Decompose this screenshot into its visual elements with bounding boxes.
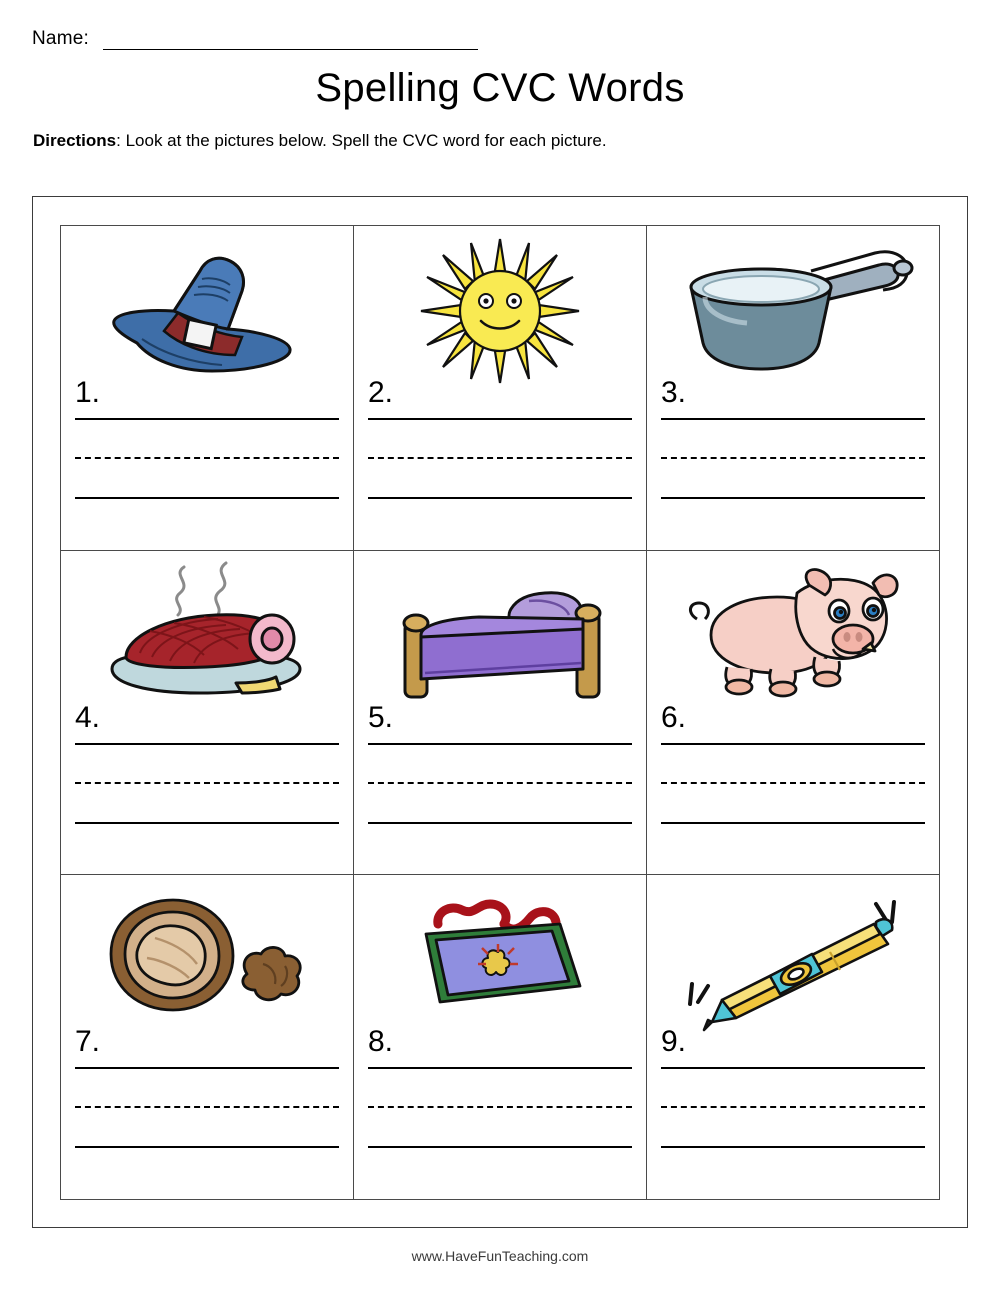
answer-line-middle[interactable] <box>661 457 925 459</box>
problem-cell <box>354 551 647 876</box>
page-title: Spelling CVC Words <box>315 66 685 110</box>
problem-number: 2. <box>368 376 394 409</box>
answer-line-bottom[interactable] <box>75 1146 339 1148</box>
problem-number: 7. <box>75 1025 101 1059</box>
answer-lines[interactable] <box>661 743 925 824</box>
answer-line-bottom[interactable] <box>368 497 632 499</box>
answer-lines[interactable] <box>75 418 339 499</box>
problem-cell <box>647 875 940 1200</box>
directions-text: : Look at the pictures below. Spell the CVC word for each picture. <box>116 131 607 150</box>
answer-lines[interactable] <box>75 743 339 824</box>
answer-line-bottom[interactable] <box>75 822 339 824</box>
problem-number: 4. <box>75 700 101 734</box>
problem-cell <box>61 551 354 876</box>
pig-icon <box>647 555 939 715</box>
witch-hat-icon <box>61 230 353 390</box>
bed-icon <box>354 555 646 715</box>
problem-number: 6. <box>661 700 687 734</box>
answer-line-bottom[interactable] <box>661 497 925 499</box>
name-label: Name: <box>32 28 89 49</box>
nut-icon <box>61 879 353 1039</box>
answer-lines[interactable] <box>368 418 632 499</box>
problem-cell <box>647 551 940 876</box>
name-row <box>32 28 478 50</box>
problem-number: 1. <box>75 376 101 409</box>
pan-icon <box>647 230 939 390</box>
ham-icon <box>61 555 353 715</box>
directions-label: Directions <box>33 131 117 150</box>
problem-number: 9. <box>661 1025 687 1059</box>
answer-line-bottom[interactable] <box>661 1146 925 1148</box>
answer-line-middle[interactable] <box>75 457 339 459</box>
answer-line-top[interactable] <box>368 418 632 420</box>
problem-number: 8. <box>368 1025 394 1059</box>
answer-line-middle[interactable] <box>661 1106 925 1108</box>
name-input-blank[interactable] <box>103 29 478 50</box>
answer-lines[interactable] <box>661 1067 925 1148</box>
answer-line-top[interactable] <box>75 418 339 420</box>
answer-line-bottom[interactable] <box>661 822 925 824</box>
answer-lines[interactable] <box>368 1067 632 1148</box>
answer-lines[interactable] <box>661 418 925 499</box>
answer-line-middle[interactable] <box>368 1106 632 1108</box>
problem-number: 5. <box>368 700 394 734</box>
answer-line-bottom[interactable] <box>75 497 339 499</box>
answer-line-top[interactable] <box>75 1067 339 1069</box>
footer-url[interactable]: www.HaveFunTeaching.com <box>411 1248 589 1264</box>
problem-cell <box>647 226 940 551</box>
mat-icon <box>354 879 646 1039</box>
answer-line-top[interactable] <box>661 418 925 420</box>
pen-icon <box>647 879 939 1039</box>
problem-cell <box>61 226 354 551</box>
answer-line-top[interactable] <box>368 1067 632 1069</box>
answer-line-middle[interactable] <box>368 782 632 784</box>
answer-line-top[interactable] <box>661 1067 925 1069</box>
answer-line-middle[interactable] <box>661 782 925 784</box>
answer-line-top[interactable] <box>368 743 632 745</box>
problem-cell <box>354 226 647 551</box>
directions <box>33 131 607 151</box>
answer-line-middle[interactable] <box>368 457 632 459</box>
problem-cell <box>354 875 647 1200</box>
problem-number: 3. <box>661 376 687 409</box>
answer-line-middle[interactable] <box>75 1106 339 1108</box>
answer-line-bottom[interactable] <box>368 1146 632 1148</box>
problem-cell <box>61 875 354 1200</box>
sun-icon <box>354 230 646 390</box>
answer-lines[interactable] <box>75 1067 339 1148</box>
answer-lines[interactable] <box>368 743 632 824</box>
answer-line-top[interactable] <box>661 743 925 745</box>
problem-grid <box>60 225 940 1200</box>
answer-line-top[interactable] <box>75 743 339 745</box>
answer-line-middle[interactable] <box>75 782 339 784</box>
answer-line-bottom[interactable] <box>368 822 632 824</box>
